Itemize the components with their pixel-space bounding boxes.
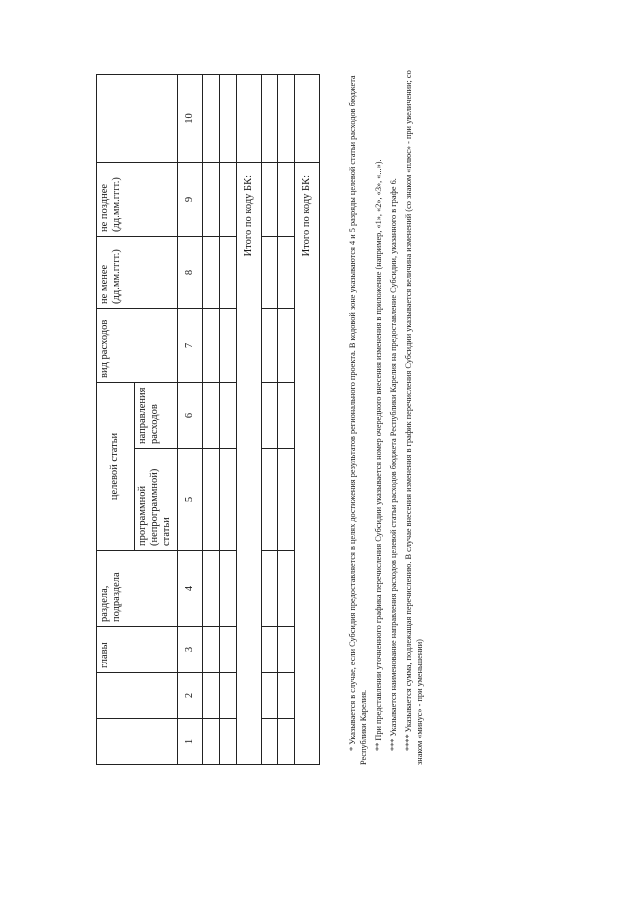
table-cell xyxy=(203,551,220,627)
header-chapter: главы xyxy=(97,627,178,673)
header-col-10 xyxy=(97,74,178,162)
table-cell xyxy=(219,673,236,719)
table-row xyxy=(219,74,236,764)
table-cell xyxy=(278,382,295,448)
table-cell xyxy=(219,551,236,627)
header-section: раздела, подраздела xyxy=(97,551,178,627)
table-cell xyxy=(261,308,278,382)
table-cell xyxy=(261,673,278,719)
schedule-table-wrapper xyxy=(96,75,320,765)
footnote-1: * Указывается в случае, если Субсидия предоставляется в целях достижения результатов регионального проекта. В кодовой зоне указываются 4 и 5 разряды целевой статьи расходов бюджета Республики Карелия. xyxy=(348,75,368,765)
header-target-article: целевой статьи xyxy=(97,382,135,550)
table-cell xyxy=(219,719,236,765)
table-cell xyxy=(278,236,295,308)
total-by-bk-label: Итого по коду БК: xyxy=(294,162,319,764)
header-col-2 xyxy=(97,673,178,719)
header-row-1 xyxy=(97,74,135,764)
header-not-later: не позднее (дд.мм.гггг.) xyxy=(97,162,178,236)
total-row xyxy=(236,74,261,764)
table-cell xyxy=(278,627,295,673)
table-cell xyxy=(203,382,220,448)
table-cell xyxy=(203,449,220,551)
total-value-cell xyxy=(294,74,319,162)
total-by-bk-label: Итого по коду БК: xyxy=(236,162,261,764)
col-number: 8 xyxy=(178,236,203,308)
footnote-2: ** При представлении уточненного графика перечисления Субсидии указывается номер очередного внесения изменения в приложение (например, «1», «2», «3», «...»). xyxy=(373,159,383,751)
table-cell xyxy=(203,673,220,719)
schedule-table xyxy=(96,74,320,765)
table-cell xyxy=(261,236,278,308)
table-cell xyxy=(203,627,220,673)
table-cell xyxy=(278,162,295,236)
table-cell xyxy=(261,162,278,236)
table-cell xyxy=(261,719,278,765)
col-number: 6 xyxy=(178,382,203,448)
col-number: 4 xyxy=(178,551,203,627)
table-cell xyxy=(278,308,295,382)
footnote-4: **** Указывается сумма, подлежащая перечислению. В случае внесения изменения в график перечисления Субсидии указывается величина изменений (со знаком «плюс» - при увеличении; со знаком «минус» - при уменьшении) xyxy=(403,70,424,765)
table-cell xyxy=(261,382,278,448)
table-cell xyxy=(203,719,220,765)
table-row xyxy=(261,74,278,764)
header-col-1 xyxy=(97,719,178,765)
column-numbers-row xyxy=(178,74,203,764)
total-value-cell xyxy=(236,74,261,162)
table-row xyxy=(278,74,295,764)
col-number: 10 xyxy=(178,74,203,162)
header-expense-direction: направления расходов xyxy=(134,382,178,448)
table-cell xyxy=(219,162,236,236)
table-cell xyxy=(219,74,236,162)
table-cell xyxy=(261,449,278,551)
table-row xyxy=(203,74,220,764)
header-expense-type: вид расходов xyxy=(97,308,178,382)
col-number: 9 xyxy=(178,162,203,236)
table-cell xyxy=(219,308,236,382)
table-cell xyxy=(219,382,236,448)
table-cell xyxy=(261,627,278,673)
col-number: 2 xyxy=(178,673,203,719)
table-cell xyxy=(203,308,220,382)
table-cell xyxy=(278,449,295,551)
col-number: 5 xyxy=(178,449,203,551)
table-cell xyxy=(203,74,220,162)
table-cell xyxy=(203,236,220,308)
table-cell xyxy=(261,551,278,627)
header-not-earlier: не менее (дд.мм.гггг.) xyxy=(97,236,178,308)
table-cell xyxy=(261,74,278,162)
table-cell xyxy=(278,673,295,719)
header-program-article: программной (непрограммной) статьи xyxy=(134,449,178,551)
table-cell xyxy=(278,719,295,765)
table-cell xyxy=(203,162,220,236)
col-number: 7 xyxy=(178,308,203,382)
col-number: 1 xyxy=(178,719,203,765)
total-row xyxy=(294,74,319,764)
footnotes xyxy=(348,45,430,765)
table-cell xyxy=(219,236,236,308)
table-cell xyxy=(278,551,295,627)
table-cell xyxy=(219,449,236,551)
table-cell xyxy=(278,74,295,162)
table-cell xyxy=(219,627,236,673)
col-number: 3 xyxy=(178,627,203,673)
footnote-3: *** Указывается наименование направления расходов целевой статьи расходов бюджета Республики Карелия на предоставление Субсидии, указанного в графе 6. xyxy=(388,178,398,751)
